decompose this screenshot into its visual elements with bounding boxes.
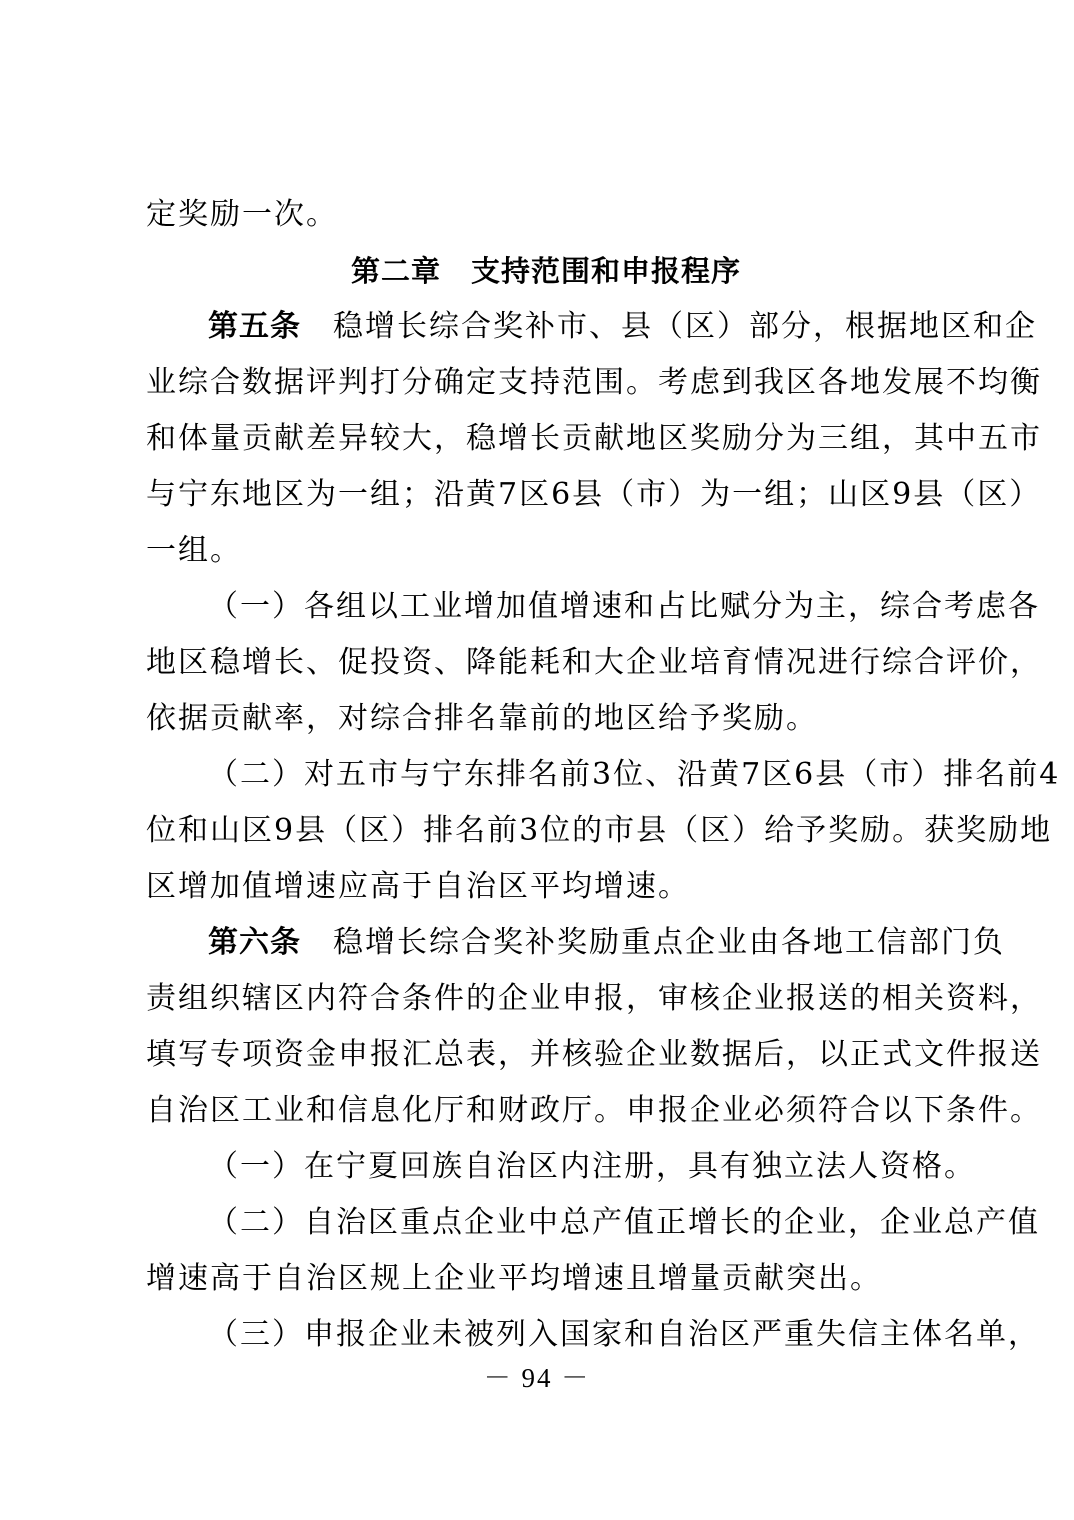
condition-1: （一）在宁夏回族自治区内注册，具有独立法人资格。 (208, 1149, 976, 1184)
intro-line: 定奖励一次。 (146, 197, 338, 232)
article-6-line-1 (208, 921, 1005, 965)
article-6-text-1: 稳增长综合奖补奖励重点企业由各地工信部门负 (301, 925, 1005, 960)
item-2-line-1: （二）对五市与宁东排名前3位、沿黄7区6县（市）排名前4 (208, 757, 1061, 792)
article-5-line-3: 和体量贡献差异较大，稳增长贡献地区奖励分为三组，其中五市 (146, 421, 1042, 456)
item-1-line-1: （一）各组以工业增加值增速和占比赋分为主，综合考虑各 (208, 589, 1040, 624)
page-number: － 94 － (483, 1363, 591, 1393)
condition-2-line-1: （二）自治区重点企业中总产值正增长的企业，企业总产值 (208, 1205, 1040, 1240)
article-6-line-3: 填写专项资金申报汇总表，并核验企业数据后，以正式文件报送 (146, 1037, 1042, 1072)
item-2-line-2: 位和山区9县（区）排名前3位的市县（区）给予奖励。获奖励地 (146, 813, 1053, 848)
condition-3-line-1: （三）申报企业未被列入国家和自治区严重失信主体名单， (208, 1317, 1040, 1352)
article-5-line-4: 与宁东地区为一组；沿黄7区6县（市）为一组；山区9县（区） (146, 477, 1042, 512)
item-1-line-2: 地区稳增长、促投资、降能耗和大企业培育情况进行综合评价， (146, 645, 1042, 680)
condition-2-line-2: 增速高于自治区规上企业平均增速且增量贡献突出。 (146, 1261, 882, 1296)
item-1-line-3: 依据贡献率，对综合排名靠前的地区给予奖励。 (146, 701, 818, 736)
article-6-label: 第六条 (208, 925, 301, 960)
article-5-line-2: 业综合数据评判打分确定支持范围。考虑到我区各地发展不均衡 (146, 365, 1042, 400)
article-5-label: 第五条 (208, 309, 301, 344)
chapter-heading: 第二章 支持范围和申报程序 (350, 254, 741, 288)
article-6-line-2: 责组织辖区内符合条件的企业申报，审核企业报送的相关资料， (146, 981, 1042, 1016)
item-2-line-3: 区增加值增速应高于自治区平均增速。 (146, 869, 690, 904)
article-6-line-4: 自治区工业和信息化厅和财政厅。申报企业必须符合以下条件。 (146, 1093, 1042, 1128)
article-5-line-5: 一组。 (146, 533, 242, 568)
article-5-line-1 (208, 305, 1037, 349)
article-5-text-1: 稳增长综合奖补市、县（区）部分，根据地区和企 (301, 309, 1037, 344)
